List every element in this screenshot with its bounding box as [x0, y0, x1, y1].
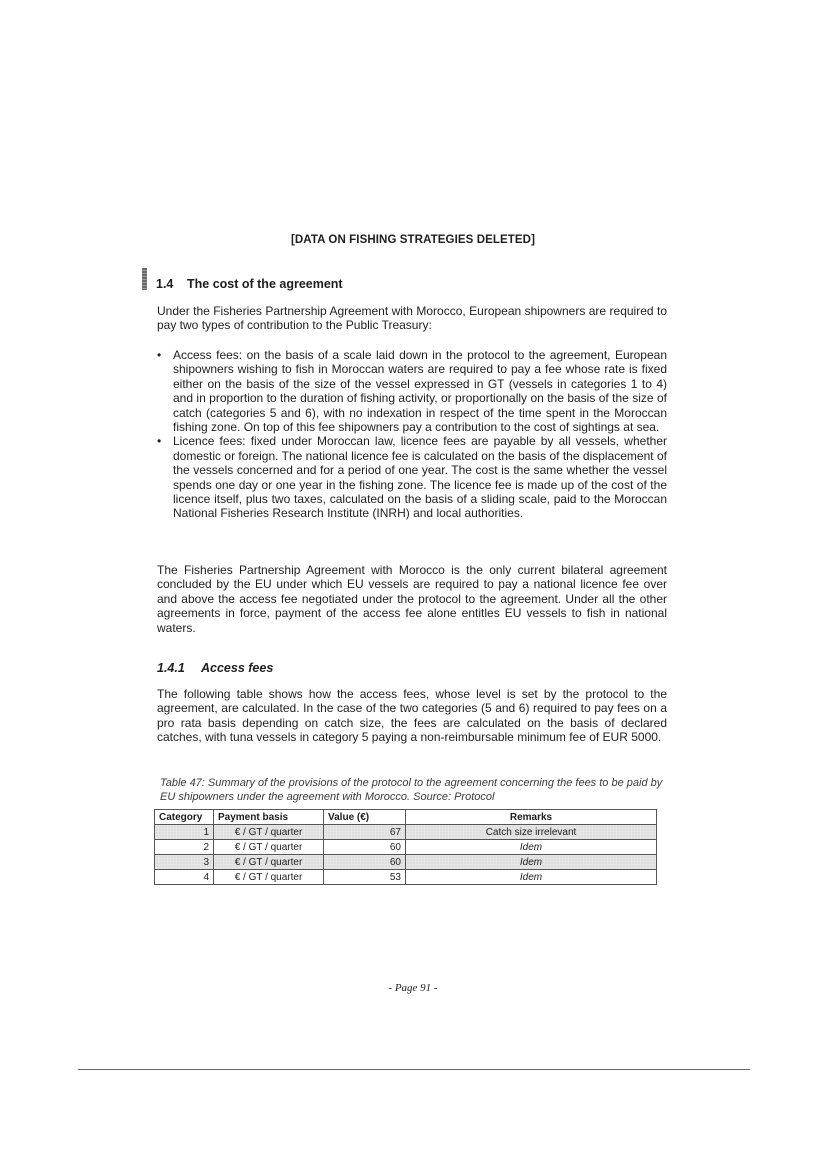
bullet-icon: •	[157, 348, 162, 362]
table-row	[155, 840, 657, 855]
list-item	[157, 434, 667, 520]
cell-category: 1	[155, 825, 214, 840]
page-number: - Page 91 -	[388, 982, 438, 994]
cell-payment-basis: € / GT / quarter	[214, 840, 324, 855]
section-title: The cost of the agreement	[187, 277, 343, 291]
list-item-text: Access fees: on the basis of a scale laid down in the protocol to the agreement, European shipowners wishing to fish in Moroccan waters are required to pay a fee whose rate is fixed either on the basis of the size of the vessel expressed in GT (vessels in categories 1 to 4) and in proportion to the duration of fishing activity, or proportionally on the basis of the size of catch (categories 5 and 6), with no indexation in respect of the time spent in the Moroccan fishing zone. On top of this fee shipowners pay a contribution to the cost of sightings at sea.	[173, 348, 667, 435]
table-row	[155, 855, 657, 870]
cell-payment-basis: € / GT / quarter	[214, 825, 324, 840]
cell-remarks: Catch size irrelevant	[406, 825, 657, 840]
cell-category: 4	[155, 870, 214, 885]
list-item-text: Licence fees: fixed under Moroccan law, licence fees are payable by all vessels, whether domestic or foreign. The national licence fee is calculated on the basis of the displacement of the vessels concerned and for a period of one year. The cost is the same whether the vessel spends one day or one year in the fishing zone. The licence fee is made up of the cost of the licence itself, plus two taxes, calculated on the basis of a sliding scale, paid to the Moroccan National Fisheries Research Institute (INRH) and local authorities.	[173, 434, 667, 521]
footer-divider	[78, 1069, 750, 1070]
body-paragraph: The Fisheries Partnership Agreement with Morocco is the only current bilateral agreement concluded by the EU under which EU vessels are required to pay a national licence fee over and above the access fee negotiated under the protocol to the agreement. Under all the other agreements in force, payment of the access fee alone entitles EU vessels to fish in national waters.	[157, 563, 667, 635]
deleted-data-note: [DATA ON FISHING STRATEGIES DELETED]	[290, 234, 536, 246]
cell-value: 53	[324, 870, 406, 885]
cell-payment-basis: € / GT / quarter	[214, 855, 324, 870]
cell-value: 67	[324, 825, 406, 840]
body-paragraph: The following table shows how the access fees, whose level is set by the protocol to the agreement, are calculated. In the case of the two categories (5 and 6) required to pay fees on a pro rata basis depending on catch size, the fees are calculated on the basis of declared catches, with tuna vessels in category 5 paying a non-reimbursable minimum fee of EUR 5000.	[157, 687, 667, 745]
table-header-row	[155, 810, 657, 825]
bullet-icon: •	[157, 434, 162, 449]
contribution-list	[157, 348, 667, 521]
cell-remarks: Idem	[406, 855, 657, 870]
column-header: Value (€)	[324, 810, 406, 825]
cell-remarks: Idem	[406, 840, 657, 855]
column-header: Category	[155, 810, 214, 825]
section-number: 1.4	[156, 277, 174, 291]
cell-remarks: Idem	[406, 870, 657, 885]
subsection-number: 1.4.1	[157, 661, 185, 675]
column-header: Remarks	[406, 810, 657, 825]
column-header: Payment basis	[214, 810, 324, 825]
fees-table	[154, 809, 657, 885]
subsection-heading	[157, 661, 273, 675]
cell-payment-basis: € / GT / quarter	[214, 870, 324, 885]
table-row	[155, 825, 657, 840]
subsection-title: Access fees	[201, 661, 274, 675]
list-item	[157, 348, 667, 434]
cell-value: 60	[324, 855, 406, 870]
cell-category: 3	[155, 855, 214, 870]
table-caption: Table 47: Summary of the provisions of the protocol to the agreement concerning the fees to be paid by EU shipowners under the agreement with Morocco. Source: Protocol	[160, 777, 663, 803]
section-heading	[156, 277, 343, 291]
cell-category: 2	[155, 840, 214, 855]
cell-value: 60	[324, 840, 406, 855]
change-bar	[142, 268, 147, 290]
table-row	[155, 870, 657, 885]
intro-paragraph: Under the Fisheries Partnership Agreement with Morocco, European shipowners are required to pay two types of contribution to the Public Treasury:	[157, 304, 667, 333]
